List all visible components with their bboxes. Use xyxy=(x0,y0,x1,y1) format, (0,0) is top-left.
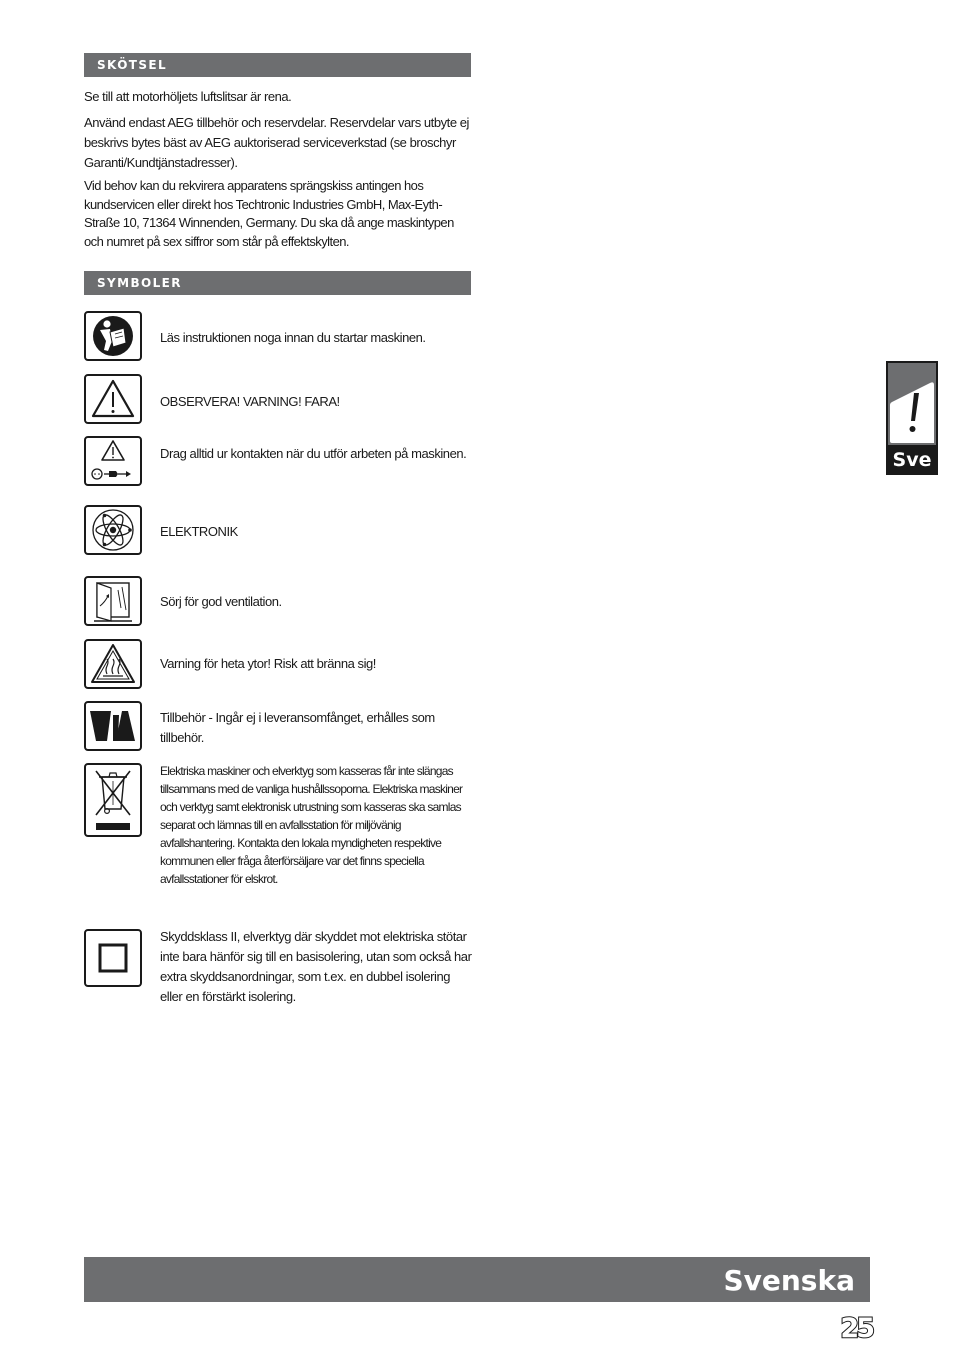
paragraph-spare-parts: Använd endast AEG tillbehör och reservdelar. Reservdelar vars utbyte ej beskrivs bytes bäst av AEG auktoriserad serviceverkstad (se broschyr Garanti/Kundtjänstadresser). xyxy=(84,115,469,170)
warning-triangle-icon xyxy=(84,374,142,424)
hot-surface-icon xyxy=(84,639,142,689)
paragraph-ventilation-slots: Se till att motorhöljets luftslitsar är rena. xyxy=(84,89,292,104)
symbol-text-protection-class: Skyddsklass II, elverktyg där skyddet mot elektriska stötar inte bara hänför sig till en basisolering, utan som också har extra skyddsanordningar, som t.ex. en dubbel isolering eller en förstärkt isolering. xyxy=(160,929,472,1004)
section-heading-skotsel: SKÖTSEL xyxy=(84,53,471,77)
language-tab-label: Sve xyxy=(892,449,932,471)
symbol-text-accessory: Tillbehör - Ingår ej i leveransomfånget, erhålles som tillbehör. xyxy=(160,710,435,745)
symbol-text-warning: OBSERVERA! VARNING! FARA! xyxy=(160,394,340,409)
symbol-text-unplug: Drag alltid ur kontakten när du utför arbeten på maskinen. xyxy=(160,446,467,461)
protection-class-ii-icon xyxy=(84,929,142,987)
ventilation-icon xyxy=(84,576,142,626)
electronics-atom-icon xyxy=(84,505,142,555)
symbol-text-ventilation: Sörj för god ventilation. xyxy=(160,594,282,609)
paragraph-exploded-view: Vid behov kan du rekvirera apparatens sprängskiss antingen hos kundservicen eller direkt hos Techtronic Industries GmbH, Max-Eyth-Straße 10, 71364 Winnenden, Germany. Du ska då ange maskintypen och numret på sex siffror som står på effektskylten. xyxy=(84,178,454,249)
symbol-text-hot-surface: Varning för heta ytor! Risk att bränna sig! xyxy=(160,656,376,671)
symbol-text-electronics: ELEKTRONIK xyxy=(160,524,238,539)
accessory-icon xyxy=(84,701,142,751)
unplug-warning-icon xyxy=(84,436,142,486)
footer-language-bar: Svenska xyxy=(84,1257,870,1302)
warning-exclamation-icon xyxy=(888,363,936,445)
language-tab xyxy=(886,361,938,475)
section-heading-symboler: SYMBOLER xyxy=(84,271,471,295)
page-number: 25 xyxy=(840,1313,872,1344)
weee-crossed-bin-icon xyxy=(84,763,142,837)
symbol-text-read-manual: Läs instruktionen noga innan du startar maskinen. xyxy=(160,330,426,345)
read-manual-icon xyxy=(84,311,142,361)
symbol-text-weee: Elektriska maskiner och elverktyg som kasseras får inte slängas tillsammans med de vanliga hushållssoporna. Elektriska maskiner och verktyg samt elektronisk utrustning som kasseras ska samlas separat och lämnas till en avfallsstation för miljövänig avfallshantering. Kontakta den lokala myndigheten respektive kommunen eller fråga återförsäljare var det finns speciella avfallsstationer för elskrot. xyxy=(160,764,463,886)
